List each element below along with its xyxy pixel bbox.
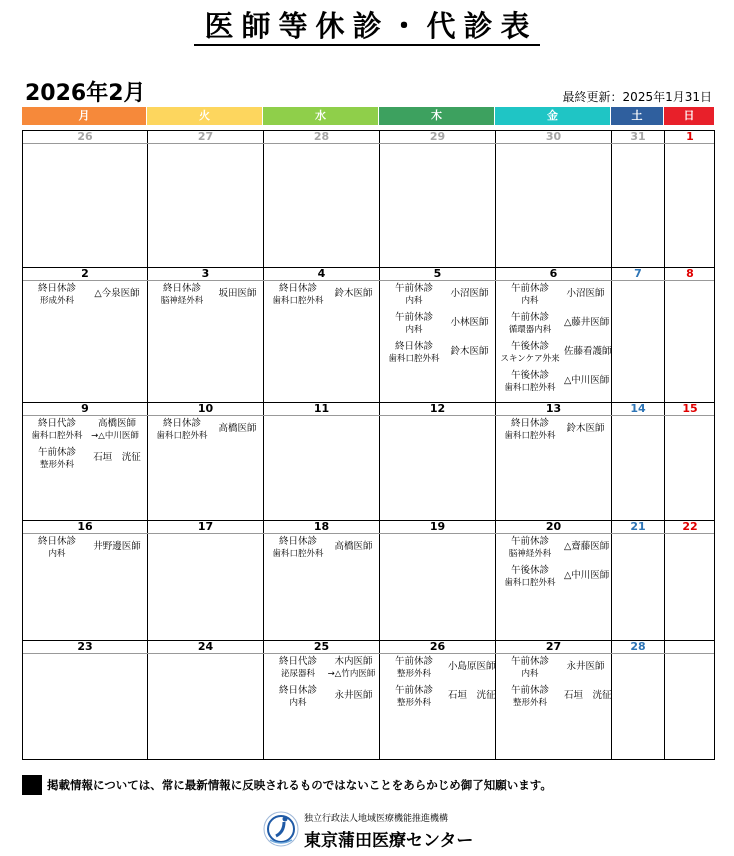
doctor-name: 高橋医師 [97,418,136,429]
department: 内科 [521,296,539,306]
doctor-name: 鈴木医師 [566,423,605,434]
absence-type: 午前休診 [394,685,433,696]
absence-type: 終日休診 [278,685,317,696]
absence-entry [498,312,609,339]
absence-entry [25,447,145,474]
day-number: 11 [313,402,330,415]
day-number: 31 [630,130,646,143]
absence-type: 午前休診 [510,685,549,696]
organization-name: 東京蒲田医療センター [304,831,474,851]
absence-entry [25,283,145,310]
absence-entry [382,656,496,683]
weekday-6: 日 [664,107,714,125]
doctor-name: 小林医師 [450,317,489,328]
absence-type: 終日休診 [37,536,76,547]
day-number: 3 [201,267,210,280]
department: 歯科口腔外科 [504,383,556,393]
day-number: 24 [197,640,214,653]
absence-entry [498,656,609,683]
doctor-name: △中川医師 [564,375,610,386]
doctor-name: △中川医師 [564,570,610,581]
absence-type: 終日休診 [162,283,201,294]
absence-type: 終日休診 [278,536,317,547]
absence-type: 午後休診 [510,565,549,576]
absence-entry [150,283,261,310]
department: 整形外科 [512,698,547,708]
organization-footer [262,808,482,852]
day-number: 13 [545,402,562,415]
day-number: 2 [81,267,89,280]
column-divider [664,131,665,759]
last-updated: 最終更新：2025年1月31日 [562,90,712,104]
column-divider [379,131,380,759]
column-divider [263,131,264,759]
doctor-name: 井野邊医師 [93,541,141,552]
doctor-name: 小島原医師 [448,661,496,672]
absence-entry [498,685,612,712]
day-number-divider [23,415,714,416]
absence-entry [498,283,609,310]
day-number: 28 [313,130,330,143]
day-number [665,641,715,653]
page-title: 医師等休診・代診表 [0,4,734,45]
doctor-name: 小沼医師 [450,288,489,299]
doctor-name: 坂田医師 [218,288,257,299]
day-number: 20 [545,520,562,533]
doctor-name: △齋藤医師 [564,541,610,552]
absence-type: 終日代診 [37,418,76,429]
day-number-divider [23,280,714,281]
absence-type: 午前休診 [394,656,433,667]
day-number: 4 [317,267,326,280]
department: 歯科口腔外科 [31,431,83,441]
doctor-name: 高橋医師 [218,423,257,434]
day-number-divider [23,653,714,654]
absence-entry [498,536,609,563]
absence-entry [150,418,261,445]
substitute-doctor: →△竹内医師 [327,669,376,679]
doctor-name: 石垣 洸征 [448,690,496,701]
day-number: 5 [433,267,442,280]
absence-type: 終日休診 [162,418,201,429]
day-number: 10 [197,402,214,415]
doctor-name: △藤井医師 [564,317,610,328]
absence-entry [382,341,493,368]
absence-type: 午前休診 [510,656,549,667]
department: 歯科口腔外科 [272,296,324,306]
weekday-5: 土 [611,107,663,125]
day-number-divider [23,143,714,144]
absence-type: 午前休診 [394,283,433,294]
day-number: 6 [549,267,558,280]
absence-type: 午後休診 [510,370,549,381]
department: 脳神経外科 [160,296,204,306]
day-number: 12 [429,402,446,415]
absence-type: 午前休診 [510,283,549,294]
department: 形成外科 [39,296,74,306]
department: 内科 [405,296,423,306]
absence-type: 終日代診 [278,656,317,667]
department: 泌尿器科 [280,669,315,679]
absence-type: 終日休診 [510,418,549,429]
absence-entry [498,370,609,397]
department: 内科 [521,669,539,679]
organization-subtitle: 独立行政法人地域医療機能推進機構 [304,814,449,824]
absence-type: 午前休診 [37,447,76,458]
substitute-doctor: →△中川医師 [91,431,139,441]
department: 歯科口腔外科 [504,578,556,588]
absence-entry [25,418,145,445]
day-number: 19 [429,520,446,533]
doctor-name: 石垣 洸征 [93,452,141,463]
absence-type: 午後休診 [510,341,549,352]
doctor-name: 小沼医師 [566,288,605,299]
calendar-grid [22,130,715,760]
department: 歯科口腔外科 [156,431,208,441]
absence-type: 午前休診 [510,536,549,547]
day-number-divider [23,533,714,534]
day-number: 22 [682,520,698,533]
day-number: 8 [686,267,694,280]
weekday-2: 水 [263,107,378,125]
doctor-name: 永井医師 [334,690,373,701]
department: 歯科口腔外科 [388,354,440,364]
doctor-name: 石垣 洸征 [564,690,612,701]
weekday-4: 金 [495,107,610,125]
day-number: 29 [429,130,446,143]
day-number: 28 [630,640,646,653]
notice [22,775,552,795]
month-label: 2026年2月 [25,81,146,106]
weekday-3: 木 [379,107,494,125]
absence-entry [266,536,377,563]
department: 歯科口腔外科 [504,431,556,441]
absence-entry [266,283,377,310]
notice-square-icon [22,775,42,795]
day-number: 14 [630,402,646,415]
absence-type: 午前休診 [394,312,433,323]
absence-entry [382,283,493,310]
column-divider [147,131,148,759]
weekday-0: 月 [22,107,146,125]
absence-entry [266,656,377,683]
department: 歯科口腔外科 [272,549,324,559]
absence-entry [382,312,493,339]
absence-type: 終日休診 [37,283,76,294]
day-number: 15 [682,402,698,415]
day-number: 17 [197,520,214,533]
day-number: 27 [197,130,214,143]
absence-entry [382,685,496,712]
doctor-name: △今泉医師 [94,288,140,299]
day-number: 25 [313,640,330,653]
department: 脳神経外科 [508,549,552,559]
doctor-name: 高橋医師 [334,541,373,552]
absence-type: 終日休診 [278,283,317,294]
department: スキンケア外来 [500,354,560,364]
day-number: 1 [686,130,694,143]
day-number: 18 [313,520,330,533]
jcho-logo-icon [262,810,300,848]
absence-type: 午前休診 [510,312,549,323]
absence-entry [266,685,377,712]
day-number: 26 [77,130,93,143]
absence-entry [498,418,609,445]
doctor-name: 佐藤看護師 [564,346,612,357]
absence-entry [498,565,609,592]
day-number: 27 [545,640,562,653]
day-number: 7 [634,267,642,280]
notice-text: 掲載情報については、常に最新情報に反映されるものではないことをあらかじめ御了知願います。 [47,778,552,792]
day-number: 26 [429,640,446,653]
doctor-name: 木内医師 [334,656,373,667]
day-number: 16 [77,520,93,533]
weekday-1: 火 [147,107,262,125]
absence-entry [25,536,145,563]
department: 内科 [289,698,307,708]
doctor-name: 永井医師 [566,661,605,672]
department: 整形外科 [396,669,431,679]
department: 整形外科 [39,460,74,470]
department: 内科 [405,325,423,335]
day-number: 23 [77,640,93,653]
absence-entry [498,341,612,368]
department: 内科 [48,549,66,559]
day-number: 21 [630,520,646,533]
column-divider [611,131,612,759]
department: 整形外科 [396,698,431,708]
department: 循環器内科 [508,325,552,335]
doctor-name: 鈴木医師 [334,288,373,299]
absence-type: 終日休診 [394,341,433,352]
day-number: 30 [545,130,562,143]
day-number: 9 [81,402,89,415]
doctor-name: 鈴木医師 [450,346,489,357]
